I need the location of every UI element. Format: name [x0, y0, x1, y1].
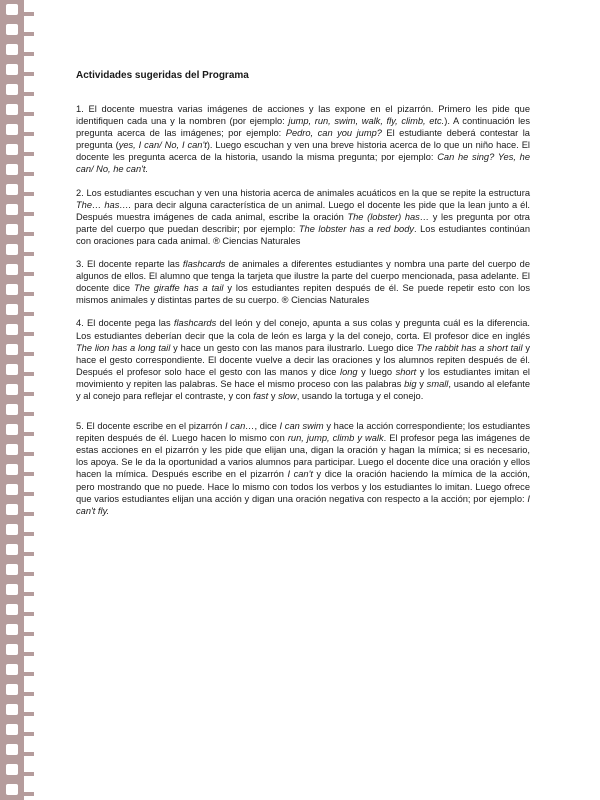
text-run: . Los estudiantes continúan con oraciones para cada animal. ® Ciencias Naturales	[76, 223, 530, 246]
italic-text: Can he sing? Yes, he can/ No, he can't.	[76, 152, 530, 175]
binding-hole	[6, 724, 18, 735]
italic-text: yes, I can/ No, I can't	[118, 140, 207, 151]
binding-hole	[6, 244, 18, 255]
binding-hole	[6, 744, 18, 755]
binding-hole	[6, 704, 18, 715]
italic-text: The… has….	[76, 199, 132, 210]
italic-text: short	[395, 366, 417, 377]
italic-text: fast	[253, 390, 269, 401]
binding-hole	[6, 84, 18, 95]
binding-hole	[6, 684, 18, 695]
italic-text: small	[426, 378, 449, 389]
binding-hole	[6, 264, 18, 275]
binding-hole	[6, 144, 18, 155]
text-run: , usando la tortuga y el conejo.	[296, 390, 424, 401]
binding-hole	[6, 544, 18, 555]
binding-hole	[6, 64, 18, 75]
italic-text: I can swim	[279, 421, 324, 432]
binding-hole	[6, 664, 18, 675]
binding-hole	[6, 504, 18, 515]
text-run: , dice	[254, 421, 280, 432]
text-run: El estudiante deberá contestar la pregunta (	[76, 128, 530, 151]
binding-hole	[6, 24, 18, 35]
binding-hole	[6, 164, 18, 175]
activity-5	[76, 420, 530, 517]
page-title: Actividades sugeridas del Programa	[76, 70, 249, 81]
italic-text: big	[404, 378, 417, 389]
text-run: y hace un gesto con las manos para ilustrarlo. Luego dice	[170, 342, 417, 353]
binding-hole	[6, 4, 18, 15]
activity-2	[76, 187, 530, 247]
binding-hole	[6, 404, 18, 415]
binding-hole	[6, 444, 18, 455]
italic-text: The giraffe has a tail	[133, 283, 224, 294]
text-run: y hace la acción correspondiente; los estudiantes repiten después de él. Luego hacen lo mismo con	[76, 421, 530, 444]
italic-text: flashcards	[182, 259, 226, 270]
document-page	[76, 70, 530, 528]
binding-hole	[6, 204, 18, 215]
binding-hole	[6, 764, 18, 775]
text-run: y los estudiantes repiten después de él. Se puede repetir esto con los mismos animales y distintas partes de su cuerpo. ® Ciencias Naturales	[76, 283, 531, 306]
italic-text: The (lobster) has…	[347, 211, 430, 222]
binding-hole	[6, 784, 18, 795]
binding-hole	[6, 284, 18, 295]
italic-text: The lion has a long tail	[76, 342, 171, 353]
binding-hole	[6, 604, 18, 615]
italic-text: I can…	[224, 421, 255, 432]
italic-text: I can't fly.	[76, 493, 530, 516]
binding-hole	[6, 184, 18, 195]
binding-hole	[6, 384, 18, 395]
text-run: y	[416, 378, 427, 389]
text-run: 2. Los estudiantes escuchan y ven una historia acerca de animales acuáticos en la que se repite la estructura	[76, 187, 530, 198]
binding-hole	[6, 624, 18, 635]
italic-text: jump, run, swim, walk, fly, climb, etc.	[288, 116, 445, 127]
text-run: ). Luego escuchan y ven una breve historia acerca de lo que un niño hace. El docente les pregunta acerca de la historia, usando la misma pregunta; por ejemplo:	[76, 140, 530, 163]
binding-hole	[6, 324, 18, 335]
text-run: , usando al elefante y al conejo para reflejar el contraste, y con	[76, 378, 530, 401]
text-run: de animales a diferentes estudiantes y nombra una parte del cuerpo de algunos de ellos. El alumno que tenga la tarjeta que ilustre la parte del cuerpo mencionada, pasa adelante. El docente dice	[76, 259, 530, 294]
binding-hole	[6, 424, 18, 435]
text-run: y	[268, 390, 279, 401]
italic-text: run, jump, climb y walk	[287, 433, 384, 444]
text-run: 3. El docente reparte las	[76, 259, 183, 270]
binding-hole	[6, 124, 18, 135]
text-run: . El profesor pega las imágenes de estas acciones en el pizarrón y les pide que elijan una, digan la oración y hagan la mímica; si es necesario, los apoya. Se le da la oportunidad a varios alumnos para participar. Luego el docente dice una oración y ellos hacen la mímica. Después escribe en el pizarrón	[76, 433, 531, 480]
binding-hole	[6, 44, 18, 55]
text-run: 5. El docente escribe en el pizarrón	[76, 421, 225, 432]
binding-hole	[6, 364, 18, 375]
binding-hole	[6, 584, 18, 595]
text-run: y los estudiantes imitan el movimiento y repiten las palabras. Se hace el mismo proceso con las palabras	[76, 366, 530, 389]
activity-1	[76, 103, 530, 176]
italic-text: Pedro, can you jump?	[285, 128, 382, 139]
activity-3	[76, 258, 530, 306]
text-run: y hace el gesto correspondiente. El docente vuelve a decir las oraciones y los alumnos repiten después de él. Después el profesor solo hace el gesto con las manos y dice	[76, 342, 531, 377]
text-run: del león y del conejo, apunta a sus colas y pregunta cuál es la diferencia. Los estudiantes deberían decir que la cola de león es larga y la del conejo, corta. El profesor dice en inglés	[76, 318, 530, 341]
binding-hole	[6, 524, 18, 535]
italic-text: I can't	[287, 469, 313, 480]
binding-hole	[6, 564, 18, 575]
text-run: 1. El docente muestra varias imágenes de acciones y las expone en el pizarrón. Primero les pide que identifiquen cada una y la nombren (por ejemplo:	[76, 104, 530, 127]
italic-text: The lobster has a red body	[298, 223, 415, 234]
binding-hole	[6, 104, 18, 115]
activity-4	[76, 317, 530, 402]
text-run: y les pregunta por otra parte del cuerpo que puedan describir; por ejemplo:	[76, 211, 530, 234]
binding-strip	[0, 0, 34, 800]
italic-text: long	[340, 366, 358, 377]
italic-text: flashcards	[173, 318, 217, 329]
text-run: para decir alguna característica de un animal. Luego el docente les pide que la lean junto a él. Después muestra imágenes de cada animal, escribe la oración	[76, 199, 530, 222]
text-run: ). A continuación les pregunta acerca de las imágenes; por ejemplo:	[76, 116, 530, 139]
binding-hole	[6, 484, 18, 495]
text-run: 4. El docente pega las	[76, 318, 174, 329]
binding-hole	[6, 224, 18, 235]
italic-text: The rabbit has a short tail	[416, 342, 523, 353]
text-run: y dice la oración haciendo la mímica de la acción, pero mostrando que no puede. Hace lo mismo con todos los verbos y los estudiantes lo imitan. Luego ofrece que varios estudiantes elijan una acción y digan una oración negativa con respecto a la acción; por ejemplo:	[76, 469, 530, 504]
binding-hole	[6, 464, 18, 475]
spiral-binding	[0, 0, 40, 800]
binding-hole	[6, 344, 18, 355]
text-run: y luego	[357, 366, 396, 377]
binding-hole	[6, 644, 18, 655]
binding-hole	[6, 304, 18, 315]
italic-text: slow	[278, 390, 297, 401]
